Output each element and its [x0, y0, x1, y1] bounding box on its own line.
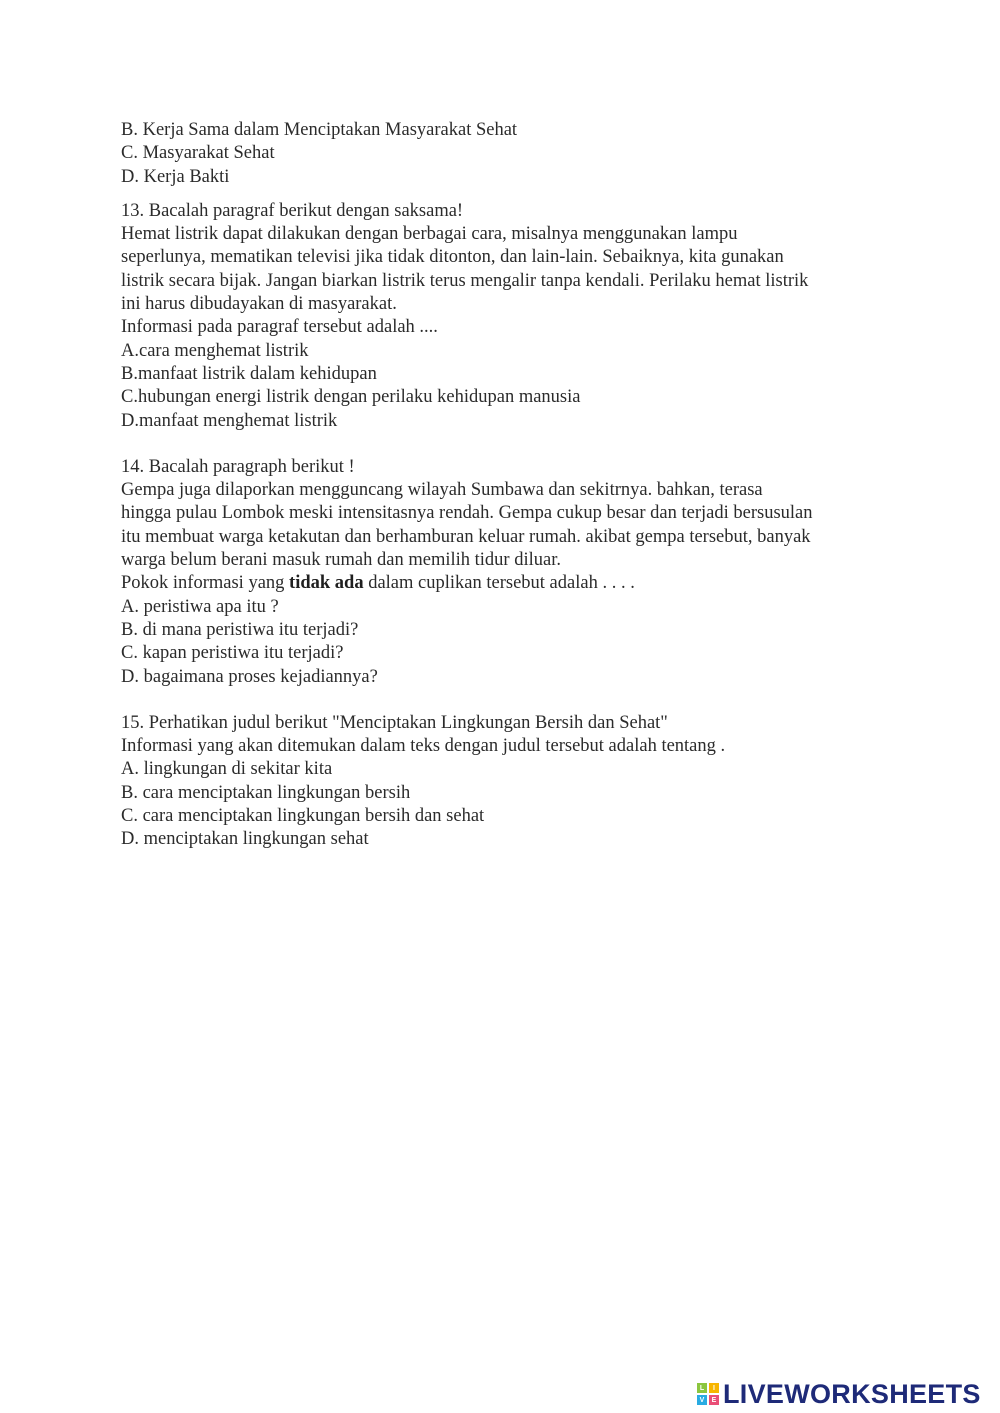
liveworksheets-logo-icon [697, 1383, 719, 1405]
logo-letter-i: I [709, 1383, 719, 1393]
liveworksheets-wordmark: LIVEWORKSHEETS [723, 1378, 981, 1409]
worksheet-page [121, 119, 881, 852]
q12-option-c: C. Masyarakat Sehat [121, 143, 275, 164]
q13-paragraph-line: seperlunya, mematikan televisi jika tidak ditonton, dan lain-lain. Sebaiknya, kita gunakan [121, 247, 784, 268]
liveworksheets-logo [697, 1379, 981, 1409]
q12-option-b: B. Kerja Sama dalam Menciptakan Masyarakat Sehat [121, 120, 518, 140]
logo-letter-v: V [697, 1395, 707, 1405]
q14-question-bold: tidak ada [289, 573, 364, 594]
q14-question [121, 572, 881, 595]
q14-paragraph-line: itu membuat warga ketakutan dan berhamburan keluar rumah. akibat gempa tersebut, banyak [121, 526, 811, 547]
q14-title: 14. Bacalah paragraph berikut ! [121, 456, 355, 477]
q14-option-a: A. peristiwa apa itu ? [121, 596, 279, 617]
q13-option-d: D.manfaat menghemat listrik [121, 410, 338, 431]
logo-letter-l: L [697, 1383, 707, 1393]
q14-paragraph-line: warga belum berani masuk rumah dan memilih tidur diluar. [121, 550, 561, 571]
q13-paragraph-line: Hemat listrik dapat dilakukan dengan berbagai cara, misalnya menggunakan lampu [121, 224, 738, 245]
q13-title: 13. Bacalah paragraf berikut dengan saksama! [121, 200, 464, 221]
q14-option-c: C. kapan peristiwa itu terjadi? [121, 643, 344, 664]
q13-paragraph-line: listrik secara bijak. Jangan biarkan listrik terus mengalir tanpa kendali. Perilaku hemat listrik [121, 270, 809, 291]
logo-letter-e: E [709, 1395, 719, 1405]
q14-paragraph-line: Gempa juga dilaporkan mengguncang wilayah Sumbawa dan sekitrnya. bahkan, terasa [121, 480, 763, 501]
q15-question: Informasi yang akan ditemukan dalam teks dengan judul tersebut adalah tentang . [121, 736, 726, 757]
q13-option-b: B.manfaat listrik dalam kehidupan [121, 363, 377, 384]
q13-question: Informasi pada paragraf tersebut adalah .... [121, 317, 438, 338]
q14-question-suffix: dalam cuplikan tersebut adalah . . . . [363, 573, 635, 594]
q14-question-prefix: Pokok informasi yang [121, 573, 290, 594]
q13-paragraph-line: ini harus dibudayakan di masyarakat. [121, 294, 397, 315]
q15-title: 15. Perhatikan judul berikut "Menciptakan Lingkungan Bersih dan Sehat" [121, 712, 668, 733]
q15-option-c: C. cara menciptakan lingkungan bersih dan sehat [121, 806, 485, 827]
q13-option-c: C.hubungan energi listrik dengan perilaku kehidupan manusia [121, 387, 581, 408]
q13-option-a: A.cara menghemat listrik [121, 340, 309, 361]
q14-option-b: B. di mana peristiwa itu terjadi? [121, 619, 359, 640]
q12-option-d: D. Kerja Bakti [121, 166, 230, 187]
q15-option-d: D. menciptakan lingkungan sehat [121, 829, 369, 850]
q15-option-a: A. lingkungan di sekitar kita [121, 759, 333, 780]
q14-paragraph-line: hingga pulau Lombok meski intensitasnya rendah. Gempa cukup besar dan terjadi bersusulan [121, 503, 813, 524]
q14-option-d: D. bagaimana proses kejadiannya? [121, 666, 378, 687]
q15-option-b: B. cara menciptakan lingkungan bersih [121, 782, 411, 803]
